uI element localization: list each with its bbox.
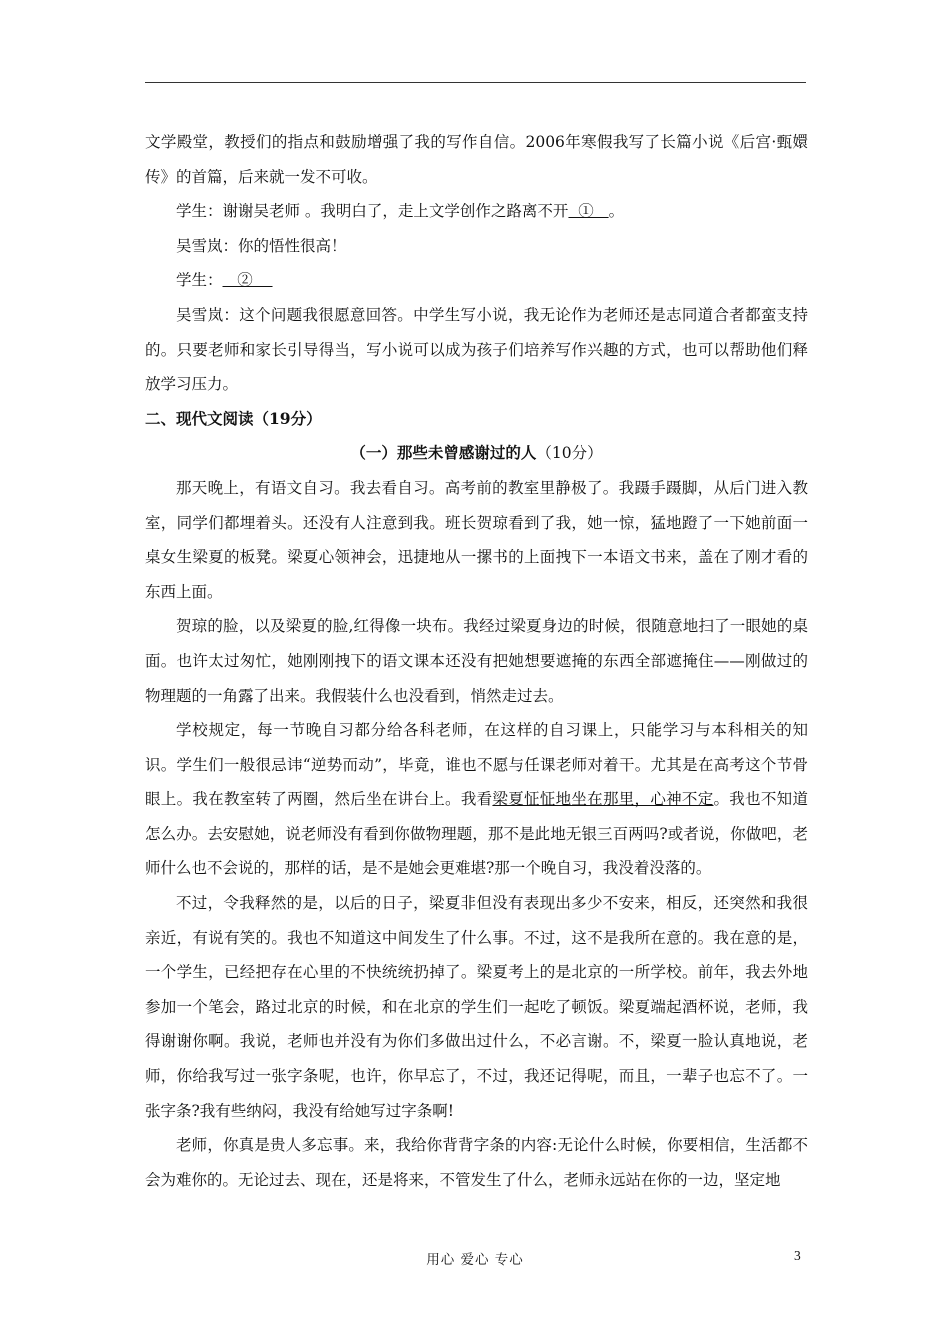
dialogue-line: 吴雪岚：你的悟性很高！ <box>176 236 347 255</box>
paragraph: 文学殿堂，教授们的指点和鼓励增强了我的写作自信。2006年寒假我写了长篇小说《后宫·甄嬛传》的首篇，后来就一发不可收。 <box>145 133 808 186</box>
article-title-main: （一）那些未曾感谢过的人 <box>350 443 537 463</box>
page-content <box>145 125 808 1197</box>
article-paragraph <box>145 713 808 886</box>
dialogue-line <box>145 194 808 229</box>
header-rule <box>145 82 806 83</box>
dialogue-text: 学生： <box>176 271 223 290</box>
dialogue-text: 。 <box>608 202 625 221</box>
article-title <box>145 436 808 471</box>
article-text: 学校规定，每一节晚自习都分给各科老师，在这样的自习课上，只能学习与本科相关的知识。学生们一般很忌讳“逆势而动”，毕竟，谁也不愿与任课老师对着干。尤其是在高考这个节骨眼上。我在教室转了两圈，然后坐在讲台上。我看 <box>145 721 808 809</box>
dialogue-text: 学生：谢谢吴老师 。我明白了，走上文学创作之路离不开 <box>176 202 569 221</box>
answer-blank-1: ① <box>568 202 609 221</box>
footer-motto: 用心 爱心 专心 <box>426 1252 524 1268</box>
dialogue-line <box>145 263 808 298</box>
article-text: 。我也不知道怎么办。去安慰她，说老师没有看到你做物理题，那不是此地无银三百两吗?或者说，你做吧，老师什么也不会说的，那样的话，是不是她会更难堪?那一个晚自习，我没着没落的。 <box>145 790 808 878</box>
dialogue-line: 吴雪岚：这个问题我很愿意回答。中学生写小说，我无论作为老师还是志同道合者都蛮支持的。只要老师和家长引导得当，写小说可以成为孩子们培养写作兴趣的方式，也可以帮助他们释放学习压力。 <box>145 305 808 394</box>
article-title-score: （10分） <box>536 444 603 463</box>
article-paragraph: 贺琼的脸，以及梁夏的脸,红得像一块布。我经过梁夏身边的时候，很随意地扫了一眼她的桌面。也许太过匆忙，她刚刚拽下的语文课本还没有把她想要遮掩的东西全部遮掩住——刚做过的物理题的一角露了出来。我假装什么也没看到，悄然走过去。 <box>145 617 808 705</box>
article-paragraph: 老师，你真是贵人多忘事。来，我给你背背字条的内容:无论什么时候，你要相信，生活都不会为难你的。无论过去、现在，还是将来，不管发生了什么，老师永远站在你的一边，坚定地 <box>145 1136 808 1189</box>
underlined-sentence: 梁夏怔怔地坐在那里，心神不定 <box>492 790 714 809</box>
page-number: 3 <box>794 1248 801 1263</box>
article-paragraph: 不过，令我释然的是，以后的日子，梁夏非但没有表现出多少不安来，相反，还突然和我很亲近，有说有笑的。我也不知道这中间发生了什么事。不过，这不是我所在意的。我在意的是，一个学生，已经把存在心里的不快统统扔掉了。梁夏考上的是北京的一所学校。前年，我去外地参加一个笔会，路过北京的时候，和在北京的学生们一起吃了顿饭。梁夏端起酒杯说，老师，我得谢谢你啊。我说，老师也并没有为你们多做出过什么，不必言谢。不，梁夏一脸认真地说，老师，你给我写过一张字条呢，也许，你早忘了，不过，我还记得呢，而且，一辈子也忘不了。一张字条?我有些纳闷，我没有给她写过字条啊! <box>145 894 808 1120</box>
answer-blank-2: ② <box>222 271 273 290</box>
section-heading: 二、现代文阅读（19分） <box>145 408 322 428</box>
article-paragraph: 那天晚上，有语文自习。我去看自习。高考前的教室里静极了。我蹑手蹑脚，从后门进入教室，同学们都埋着头。还没有人注意到我。班长贺琼看到了我，她一惊，猛地蹬了一下她前面一桌女生梁夏的板凳。梁夏心领神会，迅捷地从一摞书的上面拽下一本语文书来，盖在了刚才看的东西上面。 <box>145 478 808 601</box>
